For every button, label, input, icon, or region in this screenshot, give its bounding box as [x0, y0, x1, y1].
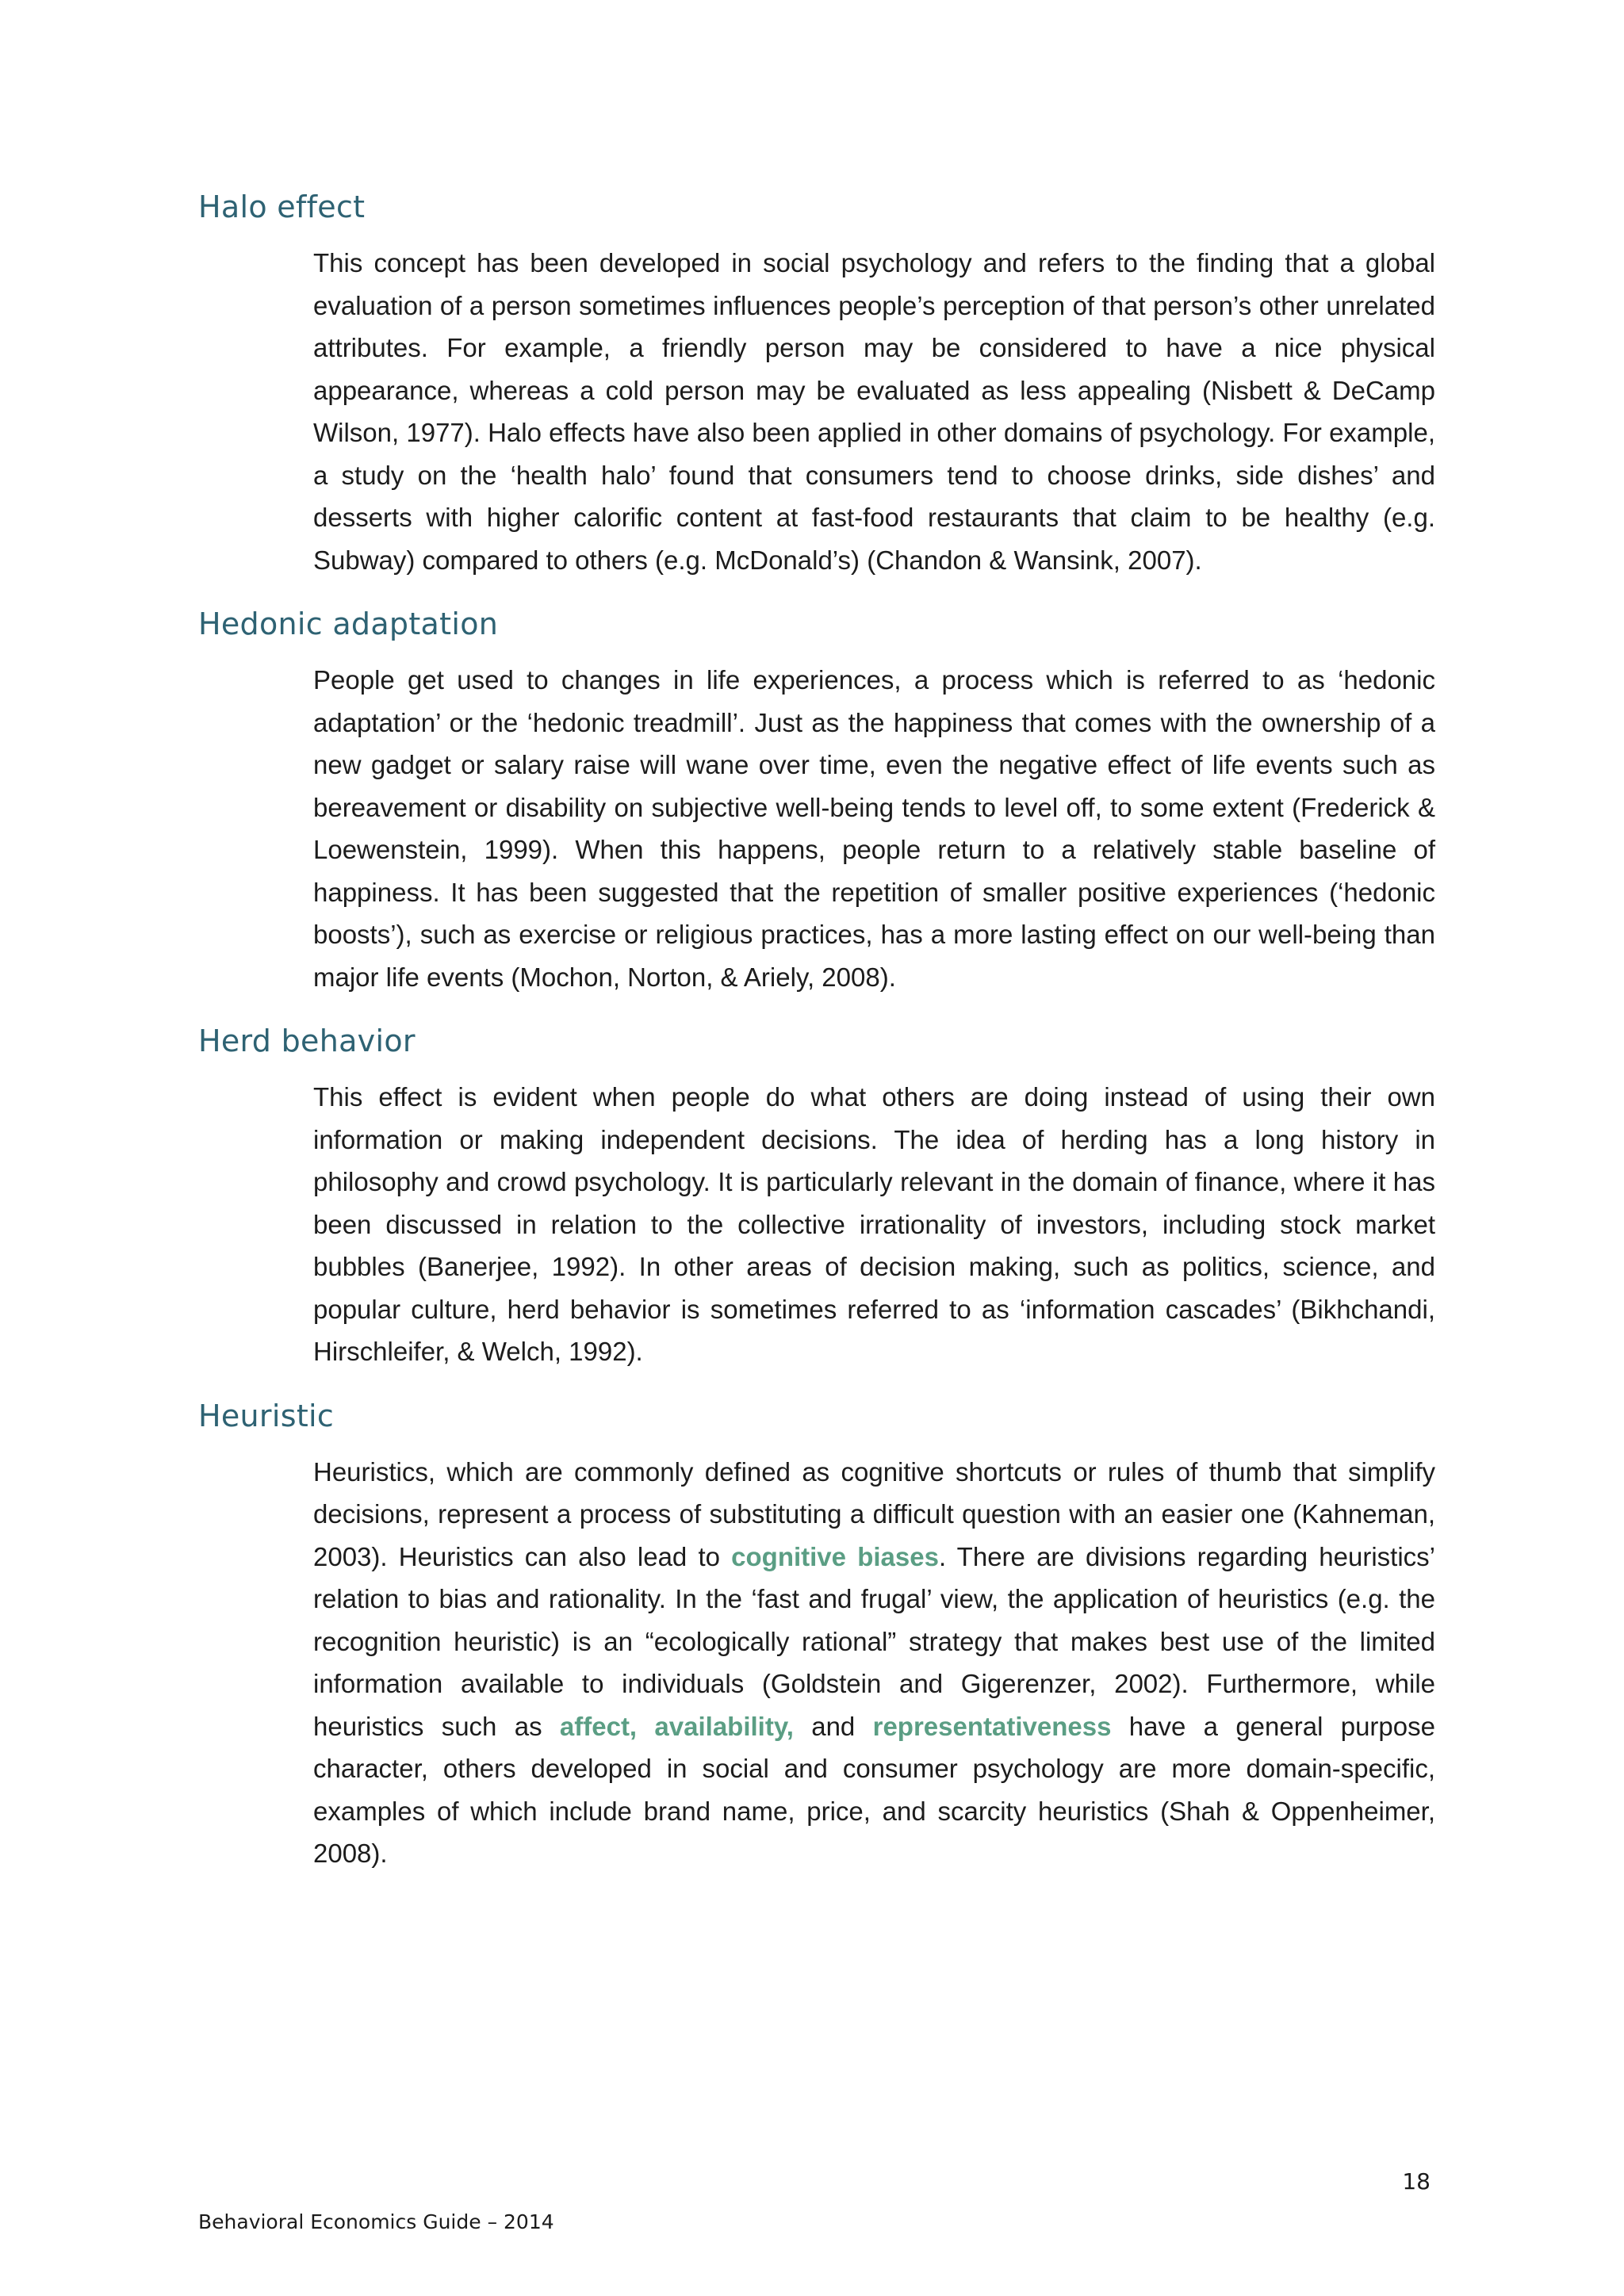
link-affect-availability[interactable]: affect, availability, — [559, 1711, 794, 1741]
paragraph-text: Heuristics, which are commonly defined as cognitive shortcuts or rules of thumb that simplify decisions, represent a process of substituting a difficult question with an easier one (Kahneman, 2003). Heuristics can also lead to — [313, 1456, 1435, 1571]
section-heading: Heuristic — [198, 1398, 335, 1433]
page-content — [198, 186, 1435, 1897]
section-hedonic-adaptation — [198, 603, 1435, 998]
section-paragraph: This concept has been developed in social psychology and refers to the finding that a global evaluation of a person sometimes influences people’s perception of that person’s other unrelated attributes. For example, a friendly person may be considered to have a nice physical appearance, whereas a cold person may be evaluated as less appealing (Nisbett & DeCamp Wilson, 1977). Halo effects have also been applied in other domains of psychology. For example, a study on the ‘health halo’ found that consumers tend to choose drinks, side dishes’ and desserts with higher calorific content at fast-food restaurants that claim to be healthy (e.g. Subway) compared to others (e.g. McDonald’s) (Chandon & Wansink, 2007). — [313, 248, 1435, 575]
section-paragraph: People get used to changes in life experiences, a process which is referred to as ‘hedonic adaptation’ or the ‘hedonic treadmill’. Just as the happiness that comes with the ownership of a new gadget or salary raise will wane over time, even the negative effect of life events such as bereavement or disability on subjective well-being tends to level off, to some extent (Frederick & Loewenstein, 1999). When this happens, people return to a relatively stable baseline of happiness. It has been suggested that the repetition of smaller positive experiences (‘hedonic boosts’), such as exercise or religious practices, has a more lasting effect on our well-being than major life events (Mochon, Norton, & Ariely, 2008). — [313, 665, 1435, 992]
link-cognitive-biases[interactable]: cognitive biases — [731, 1541, 939, 1571]
section-herd-behavior — [198, 1020, 1435, 1373]
link-representativeness[interactable]: representativeness — [872, 1711, 1112, 1741]
section-paragraph — [313, 1451, 1435, 1875]
section-heading: Hedonic adaptation — [198, 607, 499, 641]
page-number: 18 — [1402, 2168, 1431, 2195]
section-heuristic — [198, 1395, 1435, 1875]
page-footer: Behavioral Economics Guide – 2014 — [198, 2210, 554, 2233]
paragraph-text: . There are divisions regarding heuristics’ relation to bias and rationality. In the ‘fast and frugal’ view, the application of heuristics (e.g. the recognition heuristic) is an “ecologically rational” strategy that makes best use of the limited information available to individuals (Goldstein and Gigerenzer, 2002). Furthermore, while heuristics such as — [313, 1541, 1435, 1741]
section-heading: Herd behavior — [198, 1024, 416, 1058]
section-paragraph: This effect is evident when people do what others are doing instead of using their own information or making independent decisions. The idea of herding has a long history in philosophy and crowd psychology. It is particularly relevant in the domain of finance, where it has been discussed in relation to the collective irrationality of investors, including stock market bubbles (Banerjee, 1992). In other areas of decision making, such as politics, science, and popular culture, herd behavior is sometimes referred to as ‘information cascades’ (Bikhchandi, Hirschleifer, & Welch, 1992). — [313, 1082, 1435, 1366]
section-halo-effect — [198, 186, 1435, 581]
paragraph-text: have a general purpose character, others developed in social and consumer psychology are more domain-specific, examples of which include brand name, price, and scarcity heuristics (Shah & Oppenheimer, 2008). — [313, 1711, 1435, 1868]
paragraph-text: and — [793, 1711, 873, 1741]
section-heading: Halo effect — [198, 189, 366, 224]
